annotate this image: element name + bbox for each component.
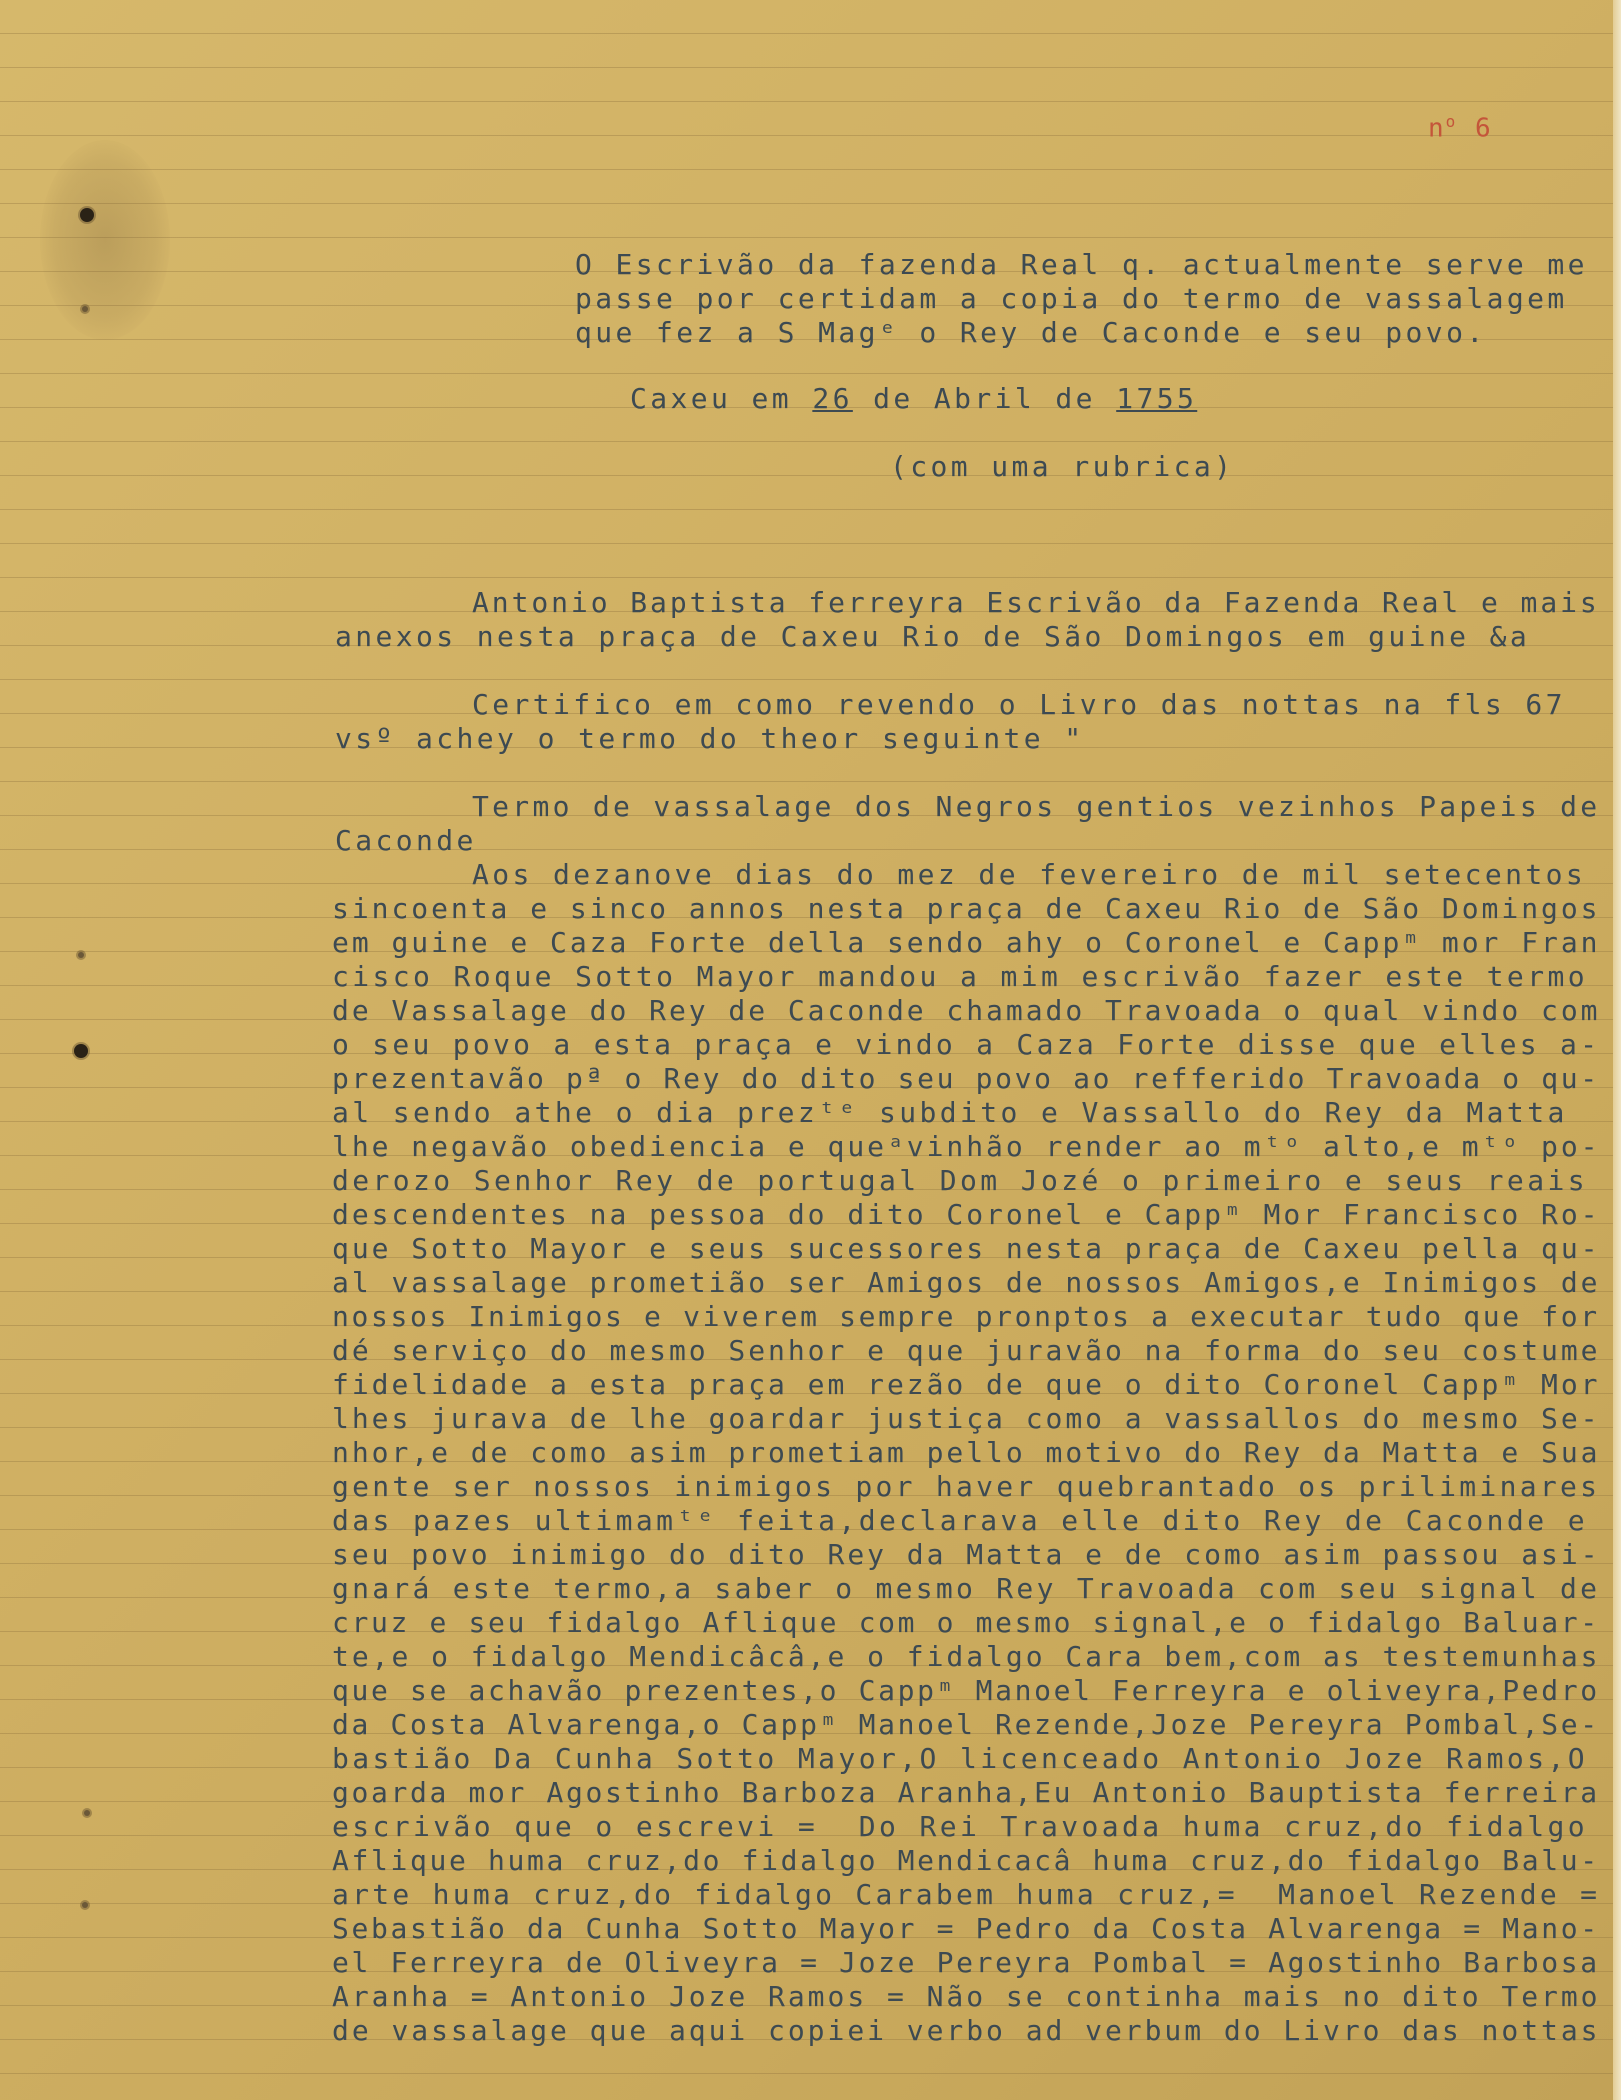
intro-line: anexos nesta praça de Caxeu Rio de São Domingos em guine &a	[335, 620, 1531, 653]
paper-stain	[40, 140, 170, 340]
body-line: o seu povo a esta praça e vindo a Caza Forte disse que elles a-	[332, 1028, 1601, 1061]
body-line: em guine e Caza Forte della sendo ahy o Coronel e Cappᵐ mor Fran	[332, 926, 1601, 959]
body-line: Aranha = Antonio Joze Ramos = Não se continha mais no dito Termo	[332, 1980, 1601, 2013]
petition-line: O Escrivão da fazenda Real q. actualmente serve me	[575, 248, 1588, 281]
body-line: da Costa Alvarenga,o Cappᵐ Manoel Rezende,Joze Pereyra Pombal,Se-	[332, 1708, 1600, 1741]
body-line: al vassalage prometião ser Amigos de nossos Amigos,e Inimigos de	[332, 1266, 1601, 1299]
petition-date: Caxeu em 26 de Abril de 1755	[630, 382, 1198, 415]
certify-line: vsº achey o termo do theor seguinte "	[335, 722, 1085, 755]
body-line: dé serviço do mesmo Senhor e que juravão na forma do seu costume	[332, 1334, 1601, 1367]
body-line: Sebastião da Cunha Sotto Mayor = Pedro da Costa Alvarenga = Mano-	[332, 1912, 1600, 1945]
body-line: cisco Roque Sotto Mayor mandou a mim escrivão fazer este termo	[332, 960, 1588, 993]
binding-hole	[84, 1810, 90, 1816]
body-line: bastião Da Cunha Sotto Mayor,O licenceado Antonio Joze Ramos,O	[332, 1742, 1588, 1775]
body-line: fidelidade a esta praça em rezão de que o dito Coronel Cappᵐ Mor	[332, 1368, 1601, 1401]
body-line: escrivão que o escrevi = Do Rei Travoada huma cruz,do fidalgo	[332, 1810, 1588, 1843]
binding-hole	[80, 208, 94, 222]
rubric-note: (com uma rubrica)	[890, 450, 1235, 483]
certify-line: Certifico em como revendo o Livro das nottas na fls 67	[472, 688, 1566, 721]
body-line: el Ferreyra de Oliveyra = Joze Pereyra Pombal = Agostinho Barbosa	[332, 1946, 1600, 1979]
term-title: Termo de vassalage dos Negros gentios vezinhos Papeis de	[472, 790, 1601, 823]
body-line: de vassalage que aqui copiei verbo ad verbum do Livro das nottas	[332, 2014, 1601, 2047]
body-line: descendentes na pessoa do dito Coronel e Cappᵐ Mor Francisco Ro-	[332, 1198, 1601, 1231]
binding-hole	[78, 952, 84, 958]
petition-line: passe por certidam a copia do termo de vassalagem	[575, 282, 1568, 315]
binding-hole	[74, 1044, 88, 1058]
petition-line: que fez a S Magᵉ o Rey de Caconde e seu povo.	[575, 316, 1487, 349]
body-line: arte huma cruz,do fidalgo Carabem huma cruz,= Manoel Rezende =	[332, 1878, 1601, 1911]
body-line: Aflique huma cruz,do fidalgo Mendicacâ huma cruz,do fidalgo Balu-	[332, 1844, 1600, 1877]
body-line: gnará este termo,a saber o mesmo Rey Travoada com seu signal de	[332, 1572, 1601, 1605]
page-number: $n^o$ 6	[1428, 112, 1493, 144]
body-line: goarda mor Agostinho Barboza Aranha,Eu Antonio Bauptista ferreira	[332, 1776, 1600, 1809]
intro-line: Antonio Baptista ferreyra Escrivão da Fazenda Real e mais	[472, 586, 1600, 619]
body-line: derozo Senhor Rey de portugal Dom Jozé o primeiro e seus reais	[332, 1164, 1588, 1197]
body-line: cruz e seu fidalgo Aflique com o mesmo signal,e o fidalgo Baluar-	[332, 1606, 1600, 1639]
body-line: de Vassalage do Rey de Caconde chamado Travoada o qual vindo com	[332, 994, 1601, 1027]
body-line: nossos Inimigos e viverem sempre pronptos a executar tudo que for	[332, 1300, 1600, 1333]
body-line: seu povo inimigo do dito Rey da Matta e de como asim passou asi-	[332, 1538, 1601, 1571]
binding-hole	[82, 306, 88, 312]
term-title: Caconde	[335, 824, 477, 857]
body-line: al sendo athe o dia prezᵗᵉ subdito e Vassallo do Rey da Matta	[332, 1096, 1568, 1129]
body-line: Aos dezanove dias do mez de fevereiro de mil setecentos	[472, 858, 1587, 891]
body-line: que se achavão prezentes,o Cappᵐ Manoel Ferreyra e oliveyra,Pedro	[332, 1674, 1600, 1707]
body-line: sincoenta e sinco annos nesta praça de Caxeu Rio de São Domingos	[332, 892, 1601, 925]
body-line: lhes jurava de lhe goardar justiça como a vassallos do mesmo Se-	[332, 1402, 1601, 1435]
body-line: lhe negavão obediencia e queᵃvinhão render ao mᵗᵒ alto,e mᵗᵒ po-	[332, 1130, 1601, 1163]
page-edge	[1613, 0, 1621, 2100]
body-line: das pazes ultimamᵗᵉ feita,declarava elle dito Rey de Caconde e	[332, 1504, 1588, 1537]
body-line: te,e o fidalgo Mendicâcâ,e o fidalgo Cara bem,com as testemunhas	[332, 1640, 1601, 1673]
body-line: prezentavão pª o Rey do dito seu povo ao refferido Travoada o qu-	[332, 1062, 1600, 1095]
body-line: gente ser nossos inimigos por haver quebrantado os priliminares	[332, 1470, 1601, 1503]
body-line: que Sotto Mayor e seus sucessores nesta praça de Caxeu pella qu-	[332, 1232, 1601, 1265]
body-line: nhor,e de como asim prometiam pello motivo do Rey da Matta e Sua	[332, 1436, 1601, 1469]
binding-hole	[82, 1902, 88, 1908]
